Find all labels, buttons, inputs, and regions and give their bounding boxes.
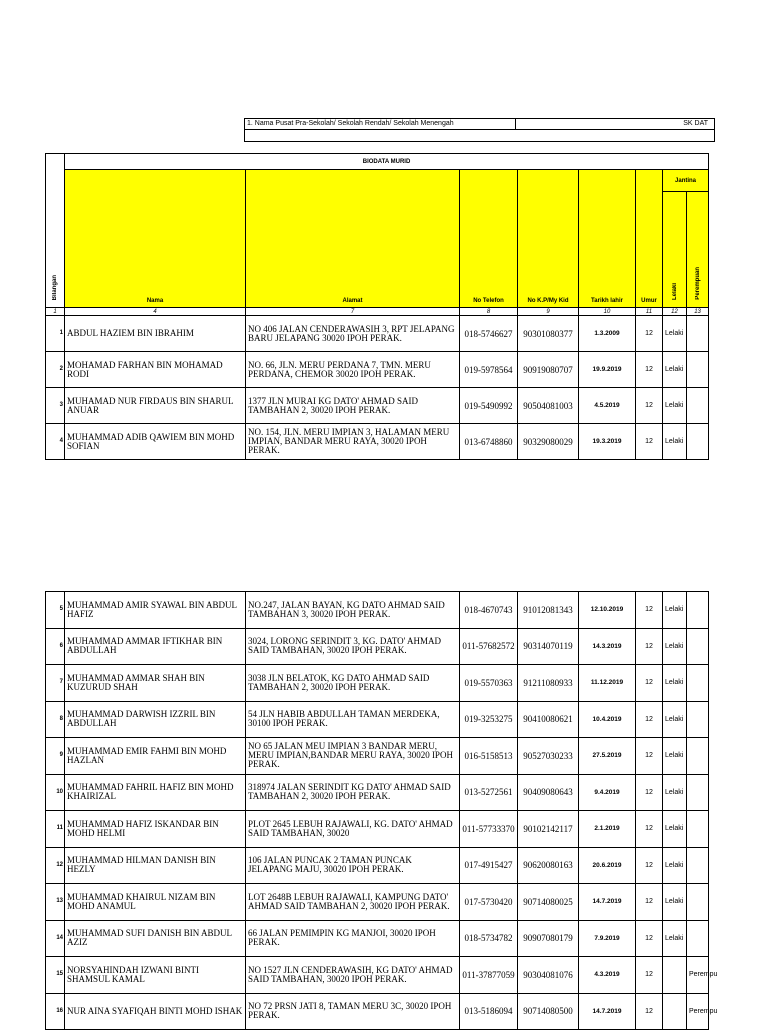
gender-lelaki: Lelaki (663, 811, 687, 848)
table-row (46, 424, 709, 460)
student-dob: 27.5.2019 (579, 738, 636, 775)
row-number: 5 (46, 592, 65, 629)
student-age: 12 (636, 738, 663, 775)
table-row (46, 665, 709, 702)
row-number: 14 (46, 920, 65, 957)
student-age: 12 (636, 424, 663, 460)
student-kp: 90304081076 (518, 957, 579, 994)
student-name: MUHAMMAD FAHRIL HAFIZ BIN MOHD KHAIRIZAL (65, 774, 246, 811)
col-header-bilangan (46, 154, 65, 308)
student-address: 66 JALAN PEMIMPIN KG MANJOI, 30020 IPOH PERAK. (246, 920, 460, 957)
table-row (46, 352, 709, 388)
col-number: 11 (636, 308, 663, 316)
gender-lelaki: Lelaki (663, 847, 687, 884)
gender-lelaki: Lelaki (663, 352, 687, 388)
student-age: 12 (636, 665, 663, 702)
table-row (46, 884, 709, 921)
student-age: 12 (636, 774, 663, 811)
row-number: 2 (46, 352, 65, 388)
table-row (46, 920, 709, 957)
student-address: 1377 JLN MURAI KG DATO' AHMAD SAID TAMBAHAN 2, 30020 IPOH PERAK. (246, 388, 460, 424)
row-number: 7 (46, 665, 65, 702)
col-number: 8 (460, 308, 518, 316)
student-dob: 14.7.2019 (579, 993, 636, 1030)
student-kp: 90907080179 (518, 920, 579, 957)
student-name: MUHAMMAD HAFIZ ISKANDAR BIN MOHD HELMI (65, 811, 246, 848)
school-info-value: SK DAT (515, 118, 715, 130)
gender-lelaki: Lelaki (663, 665, 687, 702)
gender-lelaki: Lelaki (663, 920, 687, 957)
student-kp: 90410080621 (518, 701, 579, 738)
row-number: 8 (46, 701, 65, 738)
student-phone: 017-4915427 (460, 847, 518, 884)
student-address: NO 406 JALAN CENDERAWASIH 3, RPT JELAPANG BARU JELAPANG 30020 IPOH PERAK. (246, 316, 460, 352)
row-number: 10 (46, 774, 65, 811)
table-row (46, 628, 709, 665)
gender-perempuan (687, 701, 709, 738)
student-kp: 90714080025 (518, 884, 579, 921)
row-number: 9 (46, 738, 65, 775)
student-age: 12 (636, 701, 663, 738)
student-kp: 90504081003 (518, 388, 579, 424)
student-kp: 90714080500 (518, 993, 579, 1030)
col-number: 4 (65, 308, 246, 316)
student-address: NO 65 JALAN MEU IMPIAN 3 BANDAR MERU, MERU IMPIAN,BANDAR MERU RAYA, 30020 IPOH PERAK. (246, 738, 460, 775)
col-header-telefon: No Telefon (460, 170, 518, 308)
student-kp: 90301080377 (518, 316, 579, 352)
student-kp: 90314070119 (518, 628, 579, 665)
student-dob: 9.4.2019 (579, 774, 636, 811)
student-name: NUR AINA SYAFIQAH BINTI MOHD ISHAK (65, 993, 246, 1030)
student-age: 12 (636, 920, 663, 957)
col-header-kp: No K.P/My Kid (518, 170, 579, 308)
gender-perempuan (687, 352, 709, 388)
table-row (46, 993, 709, 1030)
col-header-bilangan-label: Bilangan (52, 274, 58, 300)
student-name: MUHAMMAD HILMAN DANISH BIN HEZLY (65, 847, 246, 884)
student-phone: 011-57733370 (460, 811, 518, 848)
student-name: MUHAMMAD KHAIRUL NIZAM BIN MOHD ANAMUL (65, 884, 246, 921)
table-row (46, 701, 709, 738)
table-row (46, 811, 709, 848)
student-phone: 016-5158513 (460, 738, 518, 775)
row-number: 3 (46, 388, 65, 424)
gender-lelaki (663, 957, 687, 994)
student-age: 12 (636, 352, 663, 388)
gender-lelaki: Lelaki (663, 738, 687, 775)
row-number: 15 (46, 957, 65, 994)
col-number: 7 (246, 308, 460, 316)
student-address: 318974 JALAN SERINDIT KG DATO' AHMAD SAID TAMBAHAN 2, 30020 IPOH PERAK. (246, 774, 460, 811)
gender-perempuan (687, 665, 709, 702)
student-kp: 90102142117 (518, 811, 579, 848)
student-address: 106 JALAN PUNCAK 2 TAMAN PUNCAK JELAPANG MAJU, 30020 IPOH PERAK. (246, 847, 460, 884)
student-kp: 91211080933 (518, 665, 579, 702)
student-name: MUHAMMAD DARWISH IZZRIL BIN ABDULLAH (65, 701, 246, 738)
col-header-nama: Nama (65, 170, 246, 308)
student-address: 54 JLN HABIB ABDULLAH TAMAN MERDEKA, 30100 IPOH PERAK. (246, 701, 460, 738)
row-number: 6 (46, 628, 65, 665)
gender-perempuan (687, 628, 709, 665)
student-phone: 013-6748860 (460, 424, 518, 460)
gender-perempuan (687, 424, 709, 460)
student-address: NO. 66, JLN. MERU PERDANA 7, TMN. MERU PERDANA, CHEMOR 30020 IPOH PERAK. (246, 352, 460, 388)
student-dob: 1.3.2009 (579, 316, 636, 352)
student-dob: 4.3.2019 (579, 957, 636, 994)
student-phone: 018-5734782 (460, 920, 518, 957)
student-kp: 91012081343 (518, 592, 579, 629)
student-address: NO 72 PRSN JATI 8, TAMAN MERU 3C, 30020 IPOH PERAK. (246, 993, 460, 1030)
student-name: MUHAMMAD AMIR SYAWAL BIN ABDUL HAFIZ (65, 592, 246, 629)
student-name: MUHAMMAD ADIB QAWIEM BIN MOHD SOFIAN (65, 424, 246, 460)
gender-perempuan (687, 774, 709, 811)
col-header-lelaki-label: Lelaki (671, 282, 678, 300)
student-address: 3024, LORONG SERINDIT 3, KG. DATO' AHMAD SAID TAMBAHAN, 30020 IPOH PERAK. (246, 628, 460, 665)
student-dob: 11.12.2019 (579, 665, 636, 702)
col-header-jantina: Jantina (663, 170, 709, 192)
student-kp: 90527030233 (518, 738, 579, 775)
student-phone: 019-5570363 (460, 665, 518, 702)
gender-perempuan: Perempu (687, 957, 709, 994)
gender-lelaki: Lelaki (663, 388, 687, 424)
table-title: BIODATA MURID (65, 154, 709, 170)
student-phone: 011-57682572 (460, 628, 518, 665)
student-kp: 90919080707 (518, 352, 579, 388)
col-number: 13 (687, 308, 709, 316)
student-age: 12 (636, 993, 663, 1030)
col-header-perempuan-label: Perempuan (694, 267, 701, 300)
table-row (46, 316, 709, 352)
student-phone: 013-5186094 (460, 993, 518, 1030)
student-phone: 018-5746627 (460, 316, 518, 352)
student-dob: 14.7.2019 (579, 884, 636, 921)
student-age: 12 (636, 884, 663, 921)
student-dob: 10.4.2019 (579, 701, 636, 738)
table-row (46, 847, 709, 884)
col-header-perempuan (687, 192, 709, 308)
col-header-lelaki (663, 192, 687, 308)
student-phone: 017-5730420 (460, 884, 518, 921)
col-header-alamat: Alamat (246, 170, 460, 308)
student-age: 12 (636, 628, 663, 665)
student-phone: 019-3253275 (460, 701, 518, 738)
student-age: 12 (636, 957, 663, 994)
col-number: 1 (46, 308, 65, 316)
student-kp: 90620080163 (518, 847, 579, 884)
gender-lelaki: Lelaki (663, 774, 687, 811)
student-age: 12 (636, 847, 663, 884)
student-address: NO. 154, JLN. MERU IMPIAN 3, HALAMAN MERU IMPIAN, BANDAR MERU RAYA, 30020 IPOH PERAK. (246, 424, 460, 460)
student-dob: 12.10.2019 (579, 592, 636, 629)
table-row (46, 592, 709, 629)
school-info-label: 1. Nama Pusat Pra-Sekolah/ Sekolah Rendah/ Sekolah Menengah (244, 118, 516, 130)
student-phone: 013-5272561 (460, 774, 518, 811)
student-kp: 90329080029 (518, 424, 579, 460)
student-dob: 4.5.2019 (579, 388, 636, 424)
row-number: 13 (46, 884, 65, 921)
student-phone: 019-5490992 (460, 388, 518, 424)
student-dob: 7.9.2019 (579, 920, 636, 957)
student-address: NO 1527 JLN CENDERAWASIH, KG DATO' AHMAD SAID TAMBAHAN, 30020 IPOH PERAK. (246, 957, 460, 994)
student-address: LOT 2648B LEBUH RAJAWALI, KAMPUNG DATO' AHMAD SAID TAMBAHAN 2, 30020 IPOH PERAK. (246, 884, 460, 921)
student-dob: 14.3.2019 (579, 628, 636, 665)
student-phone: 011-37877059 (460, 957, 518, 994)
gender-perempuan (687, 884, 709, 921)
gender-perempuan (687, 920, 709, 957)
student-name: MUHAMMAD SUFI DANISH BIN ABDUL AZIZ (65, 920, 246, 957)
student-phone: 019-5978564 (460, 352, 518, 388)
gender-perempuan (687, 811, 709, 848)
gender-perempuan: Perempu (687, 993, 709, 1030)
table-row (46, 738, 709, 775)
gender-perempuan (687, 316, 709, 352)
student-kp: 90409080643 (518, 774, 579, 811)
gender-lelaki: Lelaki (663, 701, 687, 738)
student-address: 3038 JLN BELATOK, KG DATO AHMAD SAID TAMBAHAN 2, 30020 IPOH PERAK. (246, 665, 460, 702)
gender-lelaki: Lelaki (663, 316, 687, 352)
gender-lelaki: Lelaki (663, 592, 687, 629)
table-row (46, 957, 709, 994)
student-dob: 19.9.2019 (579, 352, 636, 388)
col-number: 12 (663, 308, 687, 316)
school-info-blank-row (244, 130, 715, 142)
student-address: NO.247, JALAN BAYAN, KG DATO AHMAD SAID TAMBAHAN 3, 30020 IPOH PERAK. (246, 592, 460, 629)
row-number: 4 (46, 424, 65, 460)
table-row (46, 774, 709, 811)
gender-lelaki (663, 993, 687, 1030)
student-dob: 2.1.2019 (579, 811, 636, 848)
student-dob: 20.6.2019 (579, 847, 636, 884)
row-number: 1 (46, 316, 65, 352)
gender-perempuan (687, 847, 709, 884)
row-number: 16 (46, 993, 65, 1030)
student-name: MOHAMAD FARHAN BIN MOHAMAD RODI (65, 352, 246, 388)
col-number: 10 (579, 308, 636, 316)
student-dob: 19.3.2019 (579, 424, 636, 460)
student-name: MUHAMAD NUR FIRDAUS BIN SHARUL ANUAR (65, 388, 246, 424)
gender-lelaki: Lelaki (663, 884, 687, 921)
col-header-umur: Umur (636, 170, 663, 308)
student-name: MUHAMMAD AMMAR IFTIKHAR BIN ABDULLAH (65, 628, 246, 665)
student-address: PLOT 2645 LEBUH RAJAWALI, KG. DATO' AHMAD SAID TAMBAHAN, 30020 (246, 811, 460, 848)
gender-perempuan (687, 592, 709, 629)
col-number: 9 (518, 308, 579, 316)
student-name: NORSYAHINDAH IZWANI BINTI SHAMSUL KAMAL (65, 957, 246, 994)
student-phone: 018-4670743 (460, 592, 518, 629)
biodata-table (45, 153, 709, 460)
row-number: 12 (46, 847, 65, 884)
gender-lelaki: Lelaki (663, 628, 687, 665)
gender-perempuan (687, 388, 709, 424)
gender-lelaki: Lelaki (663, 424, 687, 460)
student-age: 12 (636, 592, 663, 629)
student-name: ABDUL HAZIEM BIN IBRAHIM (65, 316, 246, 352)
col-header-tarikh: Tarikh lahir (579, 170, 636, 308)
student-name: MUHAMMAD EMIR FAHMI BIN MOHD HAZLAN (65, 738, 246, 775)
student-age: 12 (636, 388, 663, 424)
student-age: 12 (636, 811, 663, 848)
student-age: 12 (636, 316, 663, 352)
row-number: 11 (46, 811, 65, 848)
column-number-row (46, 308, 709, 316)
biodata-table-continued (45, 591, 718, 1030)
student-name: MUHAMMAD AMMAR SHAH BIN KUZURUD SHAH (65, 665, 246, 702)
table-row (46, 388, 709, 424)
gender-perempuan (687, 738, 709, 775)
